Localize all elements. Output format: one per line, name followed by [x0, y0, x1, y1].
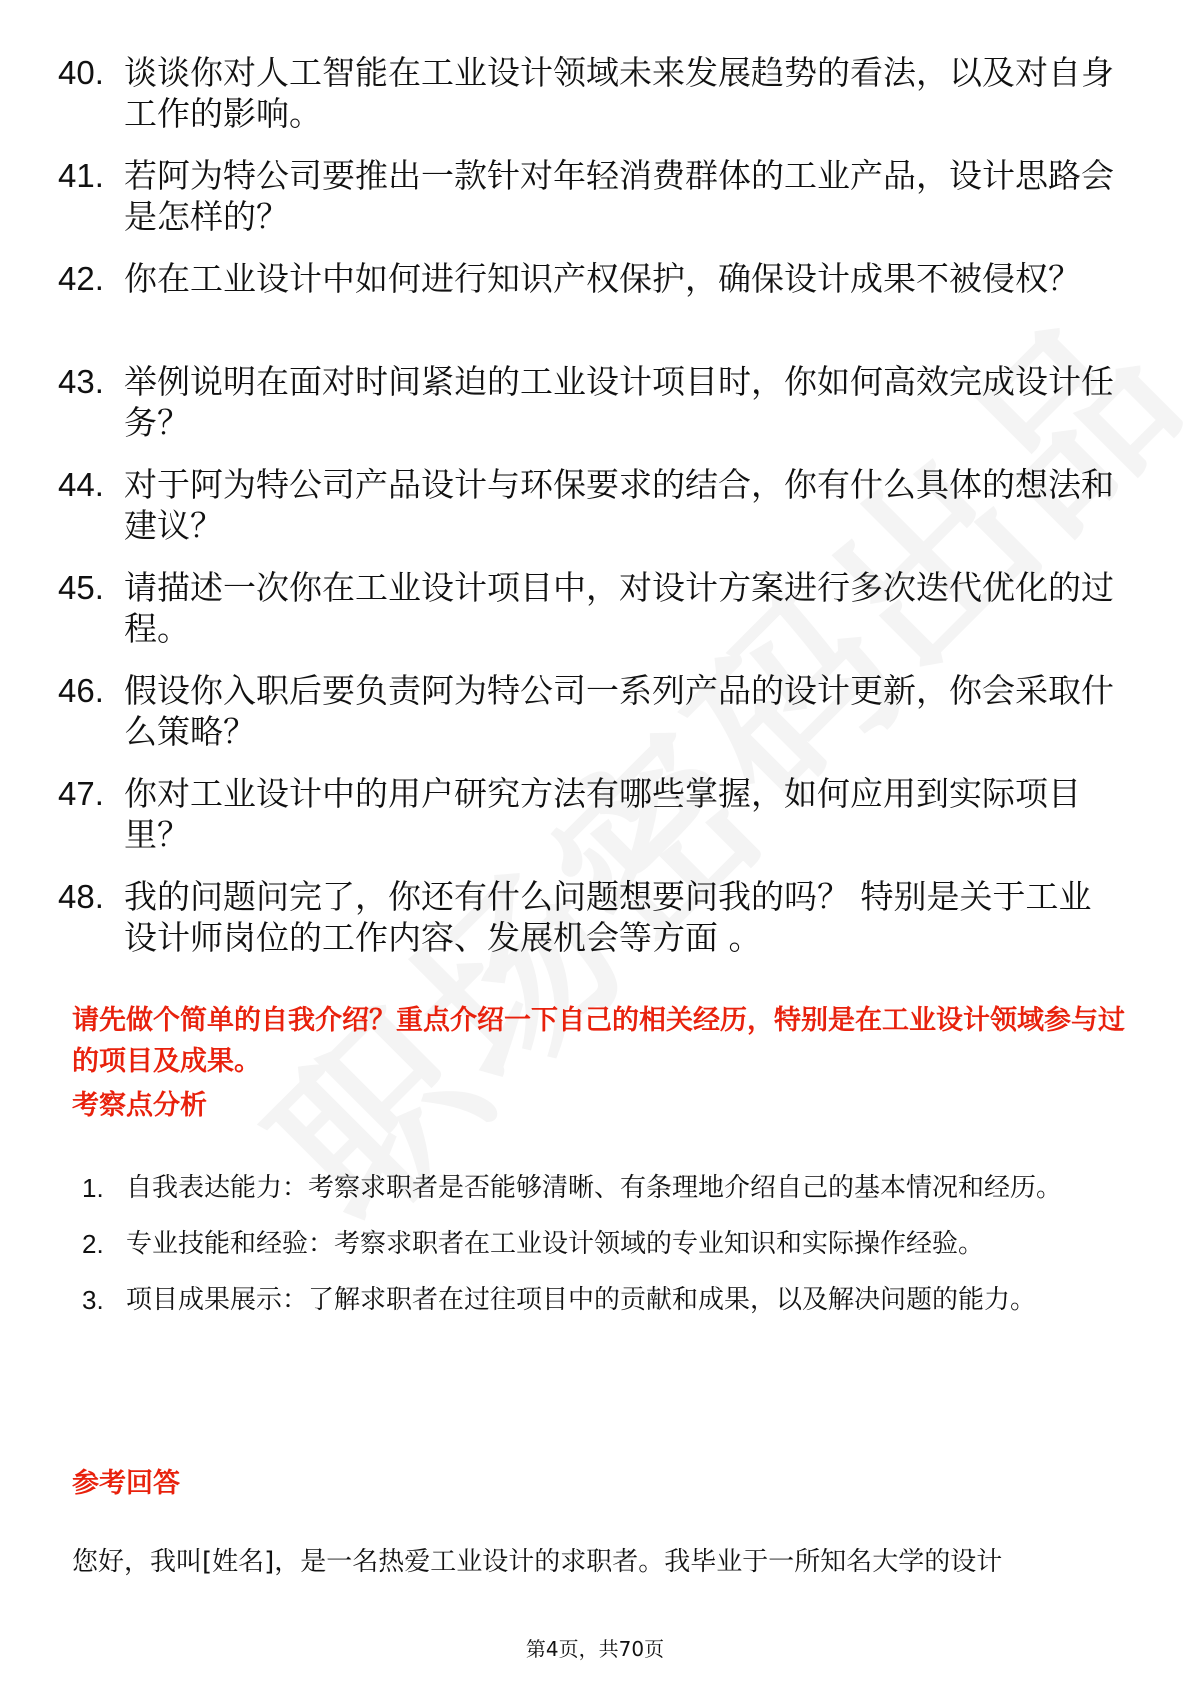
question-item	[58, 670, 1138, 752]
answer-text: 您好，我叫[姓名]，是一名热爱工业设计的求职者。我毕业于一所知名大学的设计	[72, 1547, 1003, 1577]
question-item	[58, 258, 1138, 340]
analysis-text: 自我表达能力：考察求职者是否能够清晰、有条理地介绍自己的基本情况和经历。	[126, 1173, 1063, 1203]
analysis-text: 项目成果展示：了解求职者在过往项目中的贡献和成果，以及解决问题的能力。	[126, 1285, 1037, 1315]
analysis-number: 2.	[82, 1229, 104, 1259]
highlight-question: 请先做个简单的自我介绍？重点介绍一下自己的相关经历，特别是在工业设计领域参与过的项目及成果。	[72, 1005, 1125, 1077]
question-text: 你对工业设计中的用户研究方法有哪些掌握，如何应用到实际项目里？	[124, 774, 1081, 854]
analysis-number: 1.	[82, 1173, 104, 1203]
question-text: 举例说明在面对时间紧迫的工业设计项目时，你如何高效完成设计任务？	[124, 362, 1114, 442]
question-text: 假设你入职后要负责阿为特公司一系列产品的设计更新，你会采取什么策略？	[124, 671, 1114, 751]
analysis-list	[82, 1160, 1132, 1328]
question-number: 44.	[58, 466, 104, 503]
question-number: 43.	[58, 363, 104, 400]
question-number: 48.	[58, 878, 104, 915]
answer-heading: 参考回答	[72, 1468, 180, 1499]
question-text: 请描述一次你在工业设计项目中，对设计方案进行多次迭代优化的过程。	[124, 568, 1114, 648]
question-number: 46.	[58, 672, 104, 709]
question-number: 45.	[58, 569, 104, 606]
question-text: 对于阿为特公司产品设计与环保要求的结合，你有什么具体的想法和建议？	[124, 465, 1114, 545]
analysis-item	[82, 1272, 1132, 1328]
question-number: 40.	[58, 54, 104, 91]
question-item	[58, 876, 1138, 958]
question-text: 谈谈你对人工智能在工业设计领域未来发展趋势的看法，以及对自身工作的影响。	[124, 53, 1114, 133]
analysis-text: 专业技能和经验：考察求职者在工业设计领域的专业知识和实际操作经验。	[126, 1229, 985, 1259]
question-text: 你在工业设计中如何进行知识产权保护，确保设计成果不被侵权？	[124, 259, 1081, 298]
question-item	[58, 464, 1138, 546]
analysis-item	[82, 1160, 1132, 1216]
question-item	[58, 52, 1138, 134]
question-item	[58, 155, 1138, 237]
question-item	[58, 567, 1138, 649]
question-text: 若阿为特公司要推出一款针对年轻消费群体的工业产品，设计思路会是怎样的？	[124, 156, 1114, 236]
analysis-item	[82, 1216, 1132, 1272]
question-number: 41.	[58, 157, 104, 194]
question-list	[58, 52, 1138, 979]
question-item	[58, 361, 1138, 443]
question-text: 我的问题问完了，你还有什么问题想要问我的吗？ 特别是关于工业设计师岗位的工作内容、发展机会等方面 。	[124, 877, 1092, 957]
analysis-heading: 考察点分析	[72, 1090, 207, 1121]
question-item	[58, 773, 1138, 855]
question-number: 47.	[58, 775, 104, 812]
analysis-number: 3.	[82, 1285, 104, 1315]
page-footer: 第4页，共70页	[525, 1637, 665, 1661]
question-number: 42.	[58, 260, 104, 297]
